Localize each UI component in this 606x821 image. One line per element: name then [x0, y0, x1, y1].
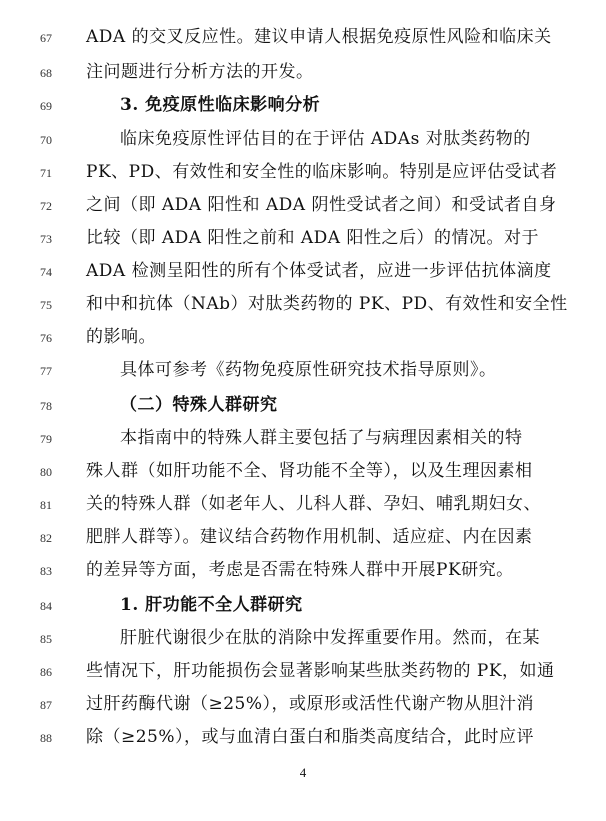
line-number: 70 [40, 133, 52, 147]
line-number: 81 [40, 498, 52, 512]
body-text: 具体可参考《药物免疫原性研究技术指导原则》。 [120, 360, 497, 380]
text-line [0, 157, 606, 187]
line-number: 87 [40, 698, 52, 712]
line-number: 67 [40, 31, 52, 45]
text-line [0, 355, 606, 385]
line-number: 74 [40, 265, 52, 279]
line-number: 69 [40, 99, 52, 113]
text-line [0, 590, 606, 620]
body-text: 过肝药酶代谢（≥25%），或原形或活性代谢产物从胆汁消 [86, 694, 535, 714]
text-line [0, 190, 606, 220]
text-line [0, 90, 606, 120]
text-line [0, 423, 606, 453]
line-number: 71 [40, 166, 52, 180]
line-number: 76 [40, 331, 52, 345]
text-line [0, 689, 606, 719]
section-heading: 3. 免疫原性临床影响分析 [120, 95, 321, 115]
line-number: 86 [40, 665, 52, 679]
text-line [0, 522, 606, 552]
text-line [0, 22, 606, 52]
line-number: 88 [40, 731, 52, 745]
text-line [0, 124, 606, 154]
line-number: 83 [40, 564, 52, 578]
line-number: 85 [40, 632, 52, 646]
text-line [0, 322, 606, 352]
body-text: 的影响。 [86, 327, 156, 347]
line-number: 84 [40, 599, 52, 613]
body-text: 和中和抗体（NAb）对肽类药物的 PK、PD、有效性和安全性 [86, 294, 568, 314]
body-text: 之间（即 ADA 阳性和 ADA 阴性受试者之间）和受试者自身 [86, 195, 557, 215]
body-text: PK、PD、有效性和安全性的临床影响。特别是应评估受试者 [86, 162, 558, 182]
body-text: 肝脏代谢很少在肽的消除中发挥重要作用。然而，在某 [120, 628, 540, 648]
section-heading: 1. 肝功能不全人群研究 [120, 595, 303, 615]
line-number: 72 [40, 199, 52, 213]
text-line [0, 555, 606, 585]
text-line [0, 656, 606, 686]
body-text: 肥胖人群等）。建议结合药物作用机制、适应症、内在因素 [86, 527, 533, 547]
text-line [0, 623, 606, 653]
body-text: 临床免疫原性评估目的在于评估 ADAs 对肽类药物的 [120, 129, 531, 149]
body-text: 殊人群（如肝功能不全、肾功能不全等），以及生理因素相 [86, 461, 533, 481]
line-number: 68 [40, 66, 52, 80]
text-line [0, 223, 606, 253]
text-line [0, 289, 606, 319]
body-text: 些情况下，肝功能损伤会显著影响某些肽类药物的 PK，如通 [86, 661, 555, 681]
text-line [0, 722, 606, 752]
body-text: 注问题进行分析方法的开发。 [86, 62, 314, 82]
line-number: 75 [40, 298, 52, 312]
text-line [0, 489, 606, 519]
line-number: 73 [40, 232, 52, 246]
section-heading: （二）特殊人群研究 [120, 395, 278, 415]
body-text: 比较（即 ADA 阳性之前和 ADA 阳性之后）的情况。对于 [86, 228, 539, 248]
line-number: 82 [40, 531, 52, 545]
line-number: 80 [40, 465, 52, 479]
body-text: ADA 检测呈阳性的所有个体受试者，应进一步评估抗体滴度 [86, 261, 552, 281]
text-line [0, 390, 606, 420]
line-number: 77 [40, 364, 52, 378]
text-line [0, 57, 606, 87]
body-text: ADA 的交叉反应性。建议申请人根据免疫原性风险和临床关 [86, 27, 552, 47]
body-text: 的差异等方面，考虑是否需在特殊人群中开展PK研究。 [86, 560, 514, 580]
text-line [0, 456, 606, 486]
body-text: 关的特殊人群（如老年人、儿科人群、孕妇、哺乳期妇女、 [86, 494, 541, 514]
line-number: 78 [40, 399, 52, 413]
body-text: 本指南中的特殊人群主要包括了与病理因素相关的特 [120, 428, 523, 448]
line-number: 79 [40, 432, 52, 446]
body-text: 除（≥25%），或与血清白蛋白和脂类高度结合，此时应评 [86, 727, 535, 747]
page-number: 4 [299, 765, 307, 780]
text-line [0, 256, 606, 286]
